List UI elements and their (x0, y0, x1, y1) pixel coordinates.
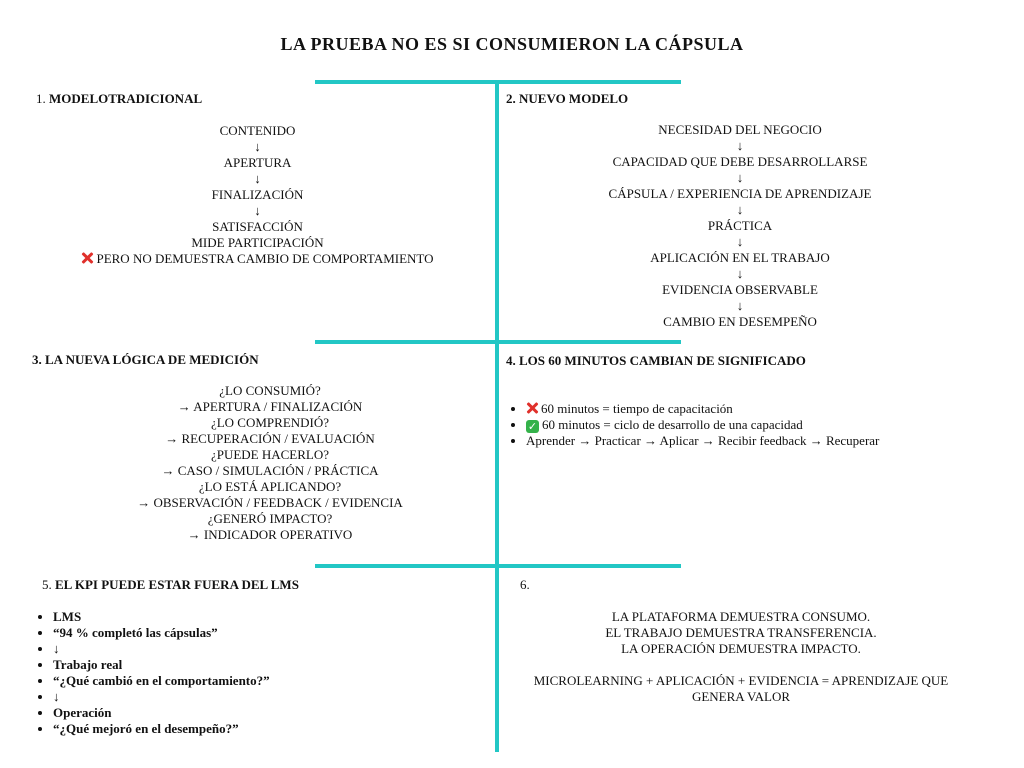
section-4-heading (506, 353, 806, 369)
answer-line: → APERTURA / FINALIZACIÓN (177, 399, 363, 414)
flow-note: MIDE PARTICIPACIÓN (191, 235, 324, 250)
section-5-title: EL KPI PUEDE ESTAR FUERA DEL LMS (55, 577, 299, 592)
section-3-heading (32, 352, 259, 368)
answer-line: → OBSERVACIÓN / FEEDBACK / EVIDENCIA (137, 495, 403, 510)
section-6-heading (520, 577, 530, 593)
section-6-number: 6. (520, 577, 530, 592)
list-item: • “¿Qué mejoró en el desempeño?” (53, 721, 270, 737)
flow-step: NECESIDAD DEL NEGOCIO (658, 122, 822, 137)
question-line: ¿LO ESTÁ APLICANDO? (198, 479, 342, 494)
flow-step: CAMBIO EN DESEMPEÑO (663, 314, 817, 329)
question-line: ¿GENERÓ IMPACTO? (207, 511, 333, 526)
horizontal-divider-bottom (315, 564, 681, 568)
answer-line: → RECUPERACIÓN / EVALUACIÓN (165, 431, 375, 446)
vertical-divider (495, 82, 499, 752)
answer-line: → INDICADOR OPERATIVO (187, 527, 353, 542)
flow-step: PRÁCTICA (707, 218, 773, 233)
section-4-list (506, 401, 879, 449)
flow-step: FINALIZACIÓN (211, 187, 304, 202)
formula-line: GENERA VALOR (691, 689, 791, 704)
horizontal-divider-middle (315, 340, 681, 344)
flow-arrow: ↓ (736, 298, 744, 313)
flow-step: EVIDENCIA OBSERVABLE (662, 282, 818, 297)
section-2-heading (506, 91, 628, 107)
section-2-number: 2. (506, 91, 516, 106)
cross-mark-icon (526, 402, 538, 414)
flow-arrow: ↓ (736, 234, 744, 249)
flow-arrow: ↓ (736, 266, 744, 281)
list-item: • “¿Qué cambió en el comportamiento?” (53, 673, 270, 689)
section-3-number: 3. (32, 352, 42, 367)
list-item: • Trabajo real (53, 657, 270, 673)
page-title: LA PRUEBA NO ES SI CONSUMIERON LA CÁPSULA (280, 34, 744, 54)
horizontal-divider-top (315, 80, 681, 84)
flow-step: APLICACIÓN EN EL TRABAJO (650, 250, 830, 265)
check-mark-icon: ✓ (527, 420, 538, 433)
flow-step: CÁPSULA / EXPERIENCIA DE APRENDIZAJE (608, 186, 872, 201)
section-1-flow (40, 123, 475, 267)
statement-line: LA PLATAFORMA DEMUESTRA CONSUMO. (611, 609, 871, 624)
flow-arrow: ↓ (254, 139, 261, 154)
formula-line: MICROLEARNING + APLICACIÓN + EVIDENCIA = APRENDIZAJE QUE (533, 673, 949, 688)
flow-arrow: ↓ (736, 170, 744, 185)
section-2-title: NUEVO MODELO (519, 91, 629, 106)
list-item: • ↓ (53, 641, 270, 657)
flow-arrow: ↓ (254, 203, 261, 218)
list-item (526, 433, 879, 449)
flow-step: CAPACIDAD QUE DEBE DESARROLLARSE (612, 154, 868, 169)
list-item: • Operación (53, 705, 270, 721)
section-6-statements (510, 609, 972, 705)
section-5-heading (42, 577, 299, 593)
list-item (526, 417, 879, 433)
section-1-number: 1. (36, 91, 46, 106)
question-line: ¿PUEDE HACERLO? (210, 447, 330, 462)
spacer (510, 657, 972, 673)
cross-mark-icon (81, 252, 93, 264)
flow-step: APERTURA (223, 155, 292, 170)
flow-warning (40, 251, 475, 267)
statement-line: EL TRABAJO DEMUESTRA TRANSFERENCIA. (605, 625, 877, 640)
question-line: ¿LO CONSUMIÓ? (219, 383, 321, 398)
list-item: • ↓ (53, 689, 270, 705)
flow-step: SATISFACCIÓN (212, 219, 303, 234)
statement-line: LA OPERACIÓN DEMUESTRA IMPACTO. (621, 641, 861, 656)
flow-arrow: ↓ (736, 138, 744, 153)
flow-arrow: ↓ (254, 171, 261, 186)
list-item-text: 60 minutos = tiempo de capacitación (541, 401, 733, 416)
section-5-list (33, 609, 270, 737)
section-5-number: 5. (42, 577, 52, 592)
section-4-number: 4. (506, 353, 516, 368)
list-item (526, 401, 879, 417)
list-item: • LMS (53, 609, 270, 625)
flow-step: CONTENIDO (219, 123, 296, 138)
section-1-title: MODELOTRADICIONAL (49, 91, 203, 106)
section-3-title: LA NUEVA LÓGICA DE MEDICIÓN (45, 352, 259, 367)
flow-warning-text: PERO NO DEMUESTRA CAMBIO DE COMPORTAMIENTO (96, 251, 434, 266)
list-item: • “94 % completó las cápsulas” (53, 625, 270, 641)
flow-arrow: ↓ (736, 202, 744, 217)
list-item-text: Aprender → Practicar → Aplicar → Recibir feedback → Recuperar (526, 433, 880, 448)
answer-line: → CASO / SIMULACIÓN / PRÁCTICA (161, 463, 379, 478)
section-4-title: LOS 60 MINUTOS CAMBIAN DE SIGNIFICADO (519, 353, 806, 368)
list-item-text: 60 minutos = ciclo de desarrollo de una capacidad (542, 417, 803, 432)
section-3-measurement-logic (60, 383, 480, 543)
section-1-heading (36, 91, 202, 107)
question-line: ¿LO COMPRENDIÓ? (210, 415, 330, 430)
section-2-flow (530, 122, 950, 330)
